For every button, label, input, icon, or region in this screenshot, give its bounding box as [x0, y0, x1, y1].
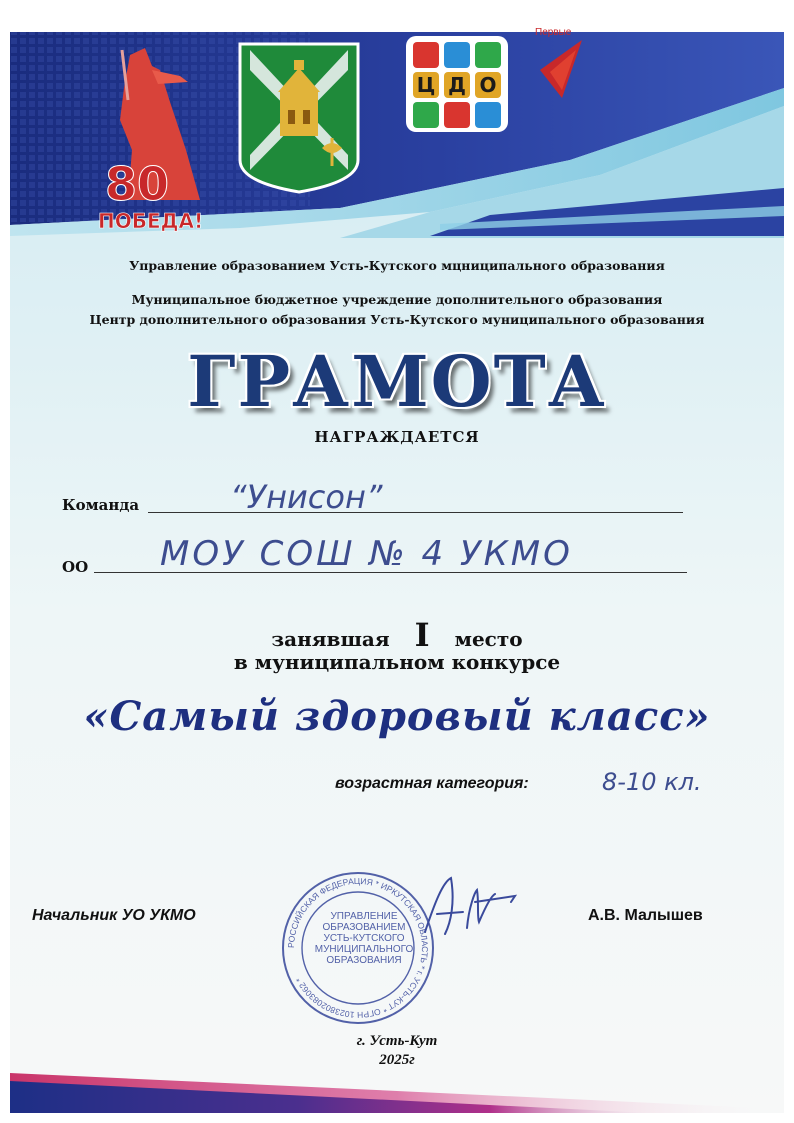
victory-word: ПОБЕДА! [98, 209, 204, 233]
year: 2025г [379, 1052, 415, 1068]
stamp-line: УСТЬ-КУТСКОГО [323, 933, 405, 944]
footer-banner [10, 1043, 784, 1113]
place-suffix: место [454, 627, 523, 651]
stamp-line: ОБРАЗОВАНИЯ [326, 955, 402, 966]
cdo-letter-1: Ц [416, 73, 436, 97]
org-line-1: Управление образованием Усть-Кутского мцниципального образования [129, 258, 665, 273]
org-line-3: Центр дополнительного образования Усть-Кутского муниципального образования [89, 312, 705, 327]
cdo-letter-2: Д [448, 73, 466, 97]
city: г. Усть-Кут [356, 1033, 438, 1049]
stamp-line: ОБРАЗОВАНИЕМ [322, 922, 406, 933]
certificate-title: ГРАМОТА [187, 340, 607, 423]
team-label: Команда [62, 496, 140, 514]
cdo-letter-3: О [479, 73, 497, 97]
place-line [10, 616, 784, 654]
team-value: “Унисон” [230, 478, 383, 516]
stamp-ring-text: РОССИЙСКАЯ ФЕДЕРАЦИЯ * ИРКУТСКАЯ ОБЛАСТЬ * г. УСТЬ-КУТ * ОГРН 1023802083062 * [285, 875, 431, 1021]
contest-name: «Самый здоровый класс» [83, 693, 711, 740]
pervye-label: Первые [535, 27, 572, 38]
place-number: I [414, 616, 430, 654]
handwritten-signature [415, 872, 535, 952]
age-value: 8-10 кл. [602, 768, 702, 796]
stamp-line: МУНИЦИПАЛЬНОГО [314, 944, 414, 955]
team-underline [148, 512, 683, 513]
oo-value: МОУ СОШ № 4 УКМО [160, 534, 573, 574]
header-banner [10, 10, 784, 250]
contest-intro: в муниципальном конкурсе [233, 650, 561, 674]
awarded-label: НАГРАЖДАЕТСЯ [314, 428, 480, 446]
signatory-position: Начальник УО УКМО [32, 907, 196, 924]
oo-label: ОО [62, 558, 89, 576]
place-prefix: занявшая [271, 627, 390, 651]
certificate-sheet [10, 10, 784, 1113]
coat-of-arms-icon [240, 44, 358, 192]
org-line-2: Муниципальное бюджетное учреждение дополнительного образования [131, 292, 663, 307]
stamp-center-text [310, 911, 418, 966]
signatory-name: А.В. Малышев [588, 907, 703, 924]
victory-number: 80 [105, 157, 170, 211]
stamp-line: УПРАВЛЕНИЕ [330, 911, 398, 922]
age-label: возрастная категория: [335, 775, 529, 792]
